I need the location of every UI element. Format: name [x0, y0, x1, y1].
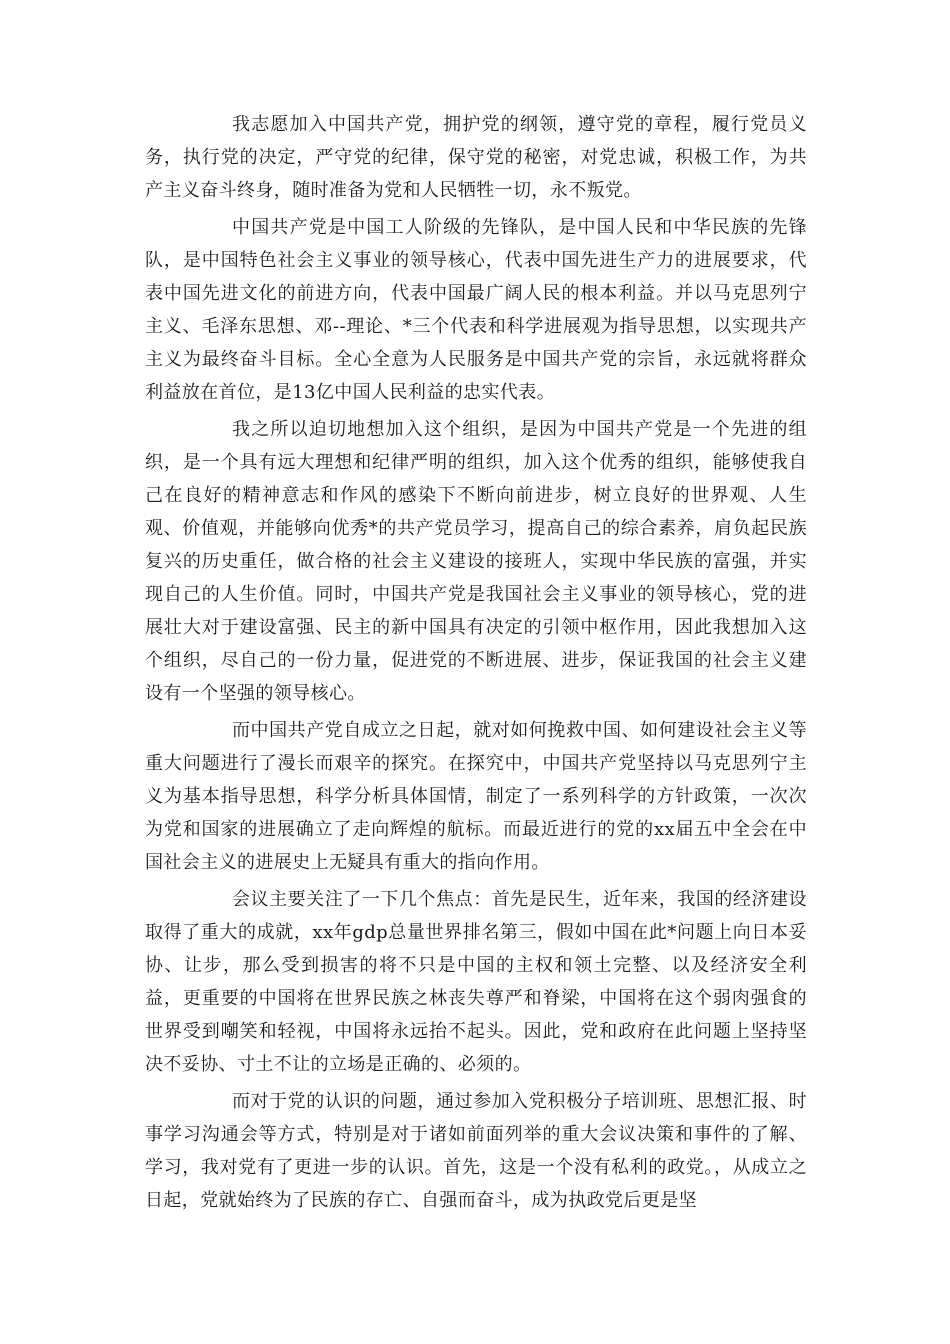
- paragraph-2: 中国共产党是中国工人阶级的先锋队，是中国人民和中华民族的先锋队，是中国特色社会主义事业的领导核心，代表中国先进生产力的进展要求，代表中国先进文化的前进方向，代表中国最广阔人民的根本利益。并以马克思列宁主义、毛泽东思想、邓--理论、*三个代表和科学进展观为指导思想，以实现共产主义为最终奋斗目标。全心全意为人民服务是中国共产党的宗旨，永远就将群众利益放在首位，是13亿中国人民利益的忠实代表。: [145, 217, 807, 403]
- paragraph-5: 会议主要关注了一下几个焦点：首先是民生，近年来，我国的经济建设取得了重大的成就，xx年gdp总量世界排名第三，假如中国在此*问题上向日本妥协、让步，那么受到损害的将不只是中国的主权和领土完整、以及经济安全利益，更重要的中国将在世界民族之林丧失尊严和脊梁，中国将在这个弱肉强食的世界受到嘲笑和轻视，中国将永远抬不起头。因此，党和政府在此问题上坚持坚决不妥协、寸土不让的立场是正确的、必须的。: [145, 889, 807, 1075]
- paragraph-6: 而对于党的认识的问题，通过参加入党积极分子培训班、思想汇报、时事学习沟通会等方式，特别是对于诸如前面列举的重大会议决策和事件的了解、学习，我对党有了更进一步的认识。首先，这是一个没有私利的政党。，从成立之日起，党就始终为了民族的存亡、自强而奋斗，成为执政党后更是坚: [145, 1091, 807, 1211]
- document-body: [145, 108, 807, 1221]
- paragraph-1: 我志愿加入中国共产党，拥护党的纲领，遵守党的章程，履行党员义务，执行党的决定，严守党的纪律，保守党的秘密，对党忠诚，积极工作，为共产主义奋斗终身，随时准备为党和人民牺牲一切，永不叛党。: [145, 114, 807, 201]
- paragraph-3: 我之所以迫切地想加入这个组织，是因为中国共产党是一个先进的组织，是一个具有远大理想和纪律严明的组织，加入这个优秀的组织，能够使我自己在良好的精神意志和作风的感染下不断向前进步，树立良好的世界观、人生观、价值观，并能够向优秀*的共产党员学习，提高自己的综合素养，肩负起民族复兴的历史重任，做合格的社会主义建设的接班人，实现中华民族的富强，并实现自己的人生价值。同时，中国共产党是我国社会主义事业的领导核心，党的进展壮大对于建设富强、民主的新中国具有决定的引领中枢作用，因此我想加入这个组织，尽自己的一份力量，促进党的不断进展、进步，保证我国的社会主义建设有一个坚强的领导核心。: [145, 419, 807, 704]
- paragraph-4: 而中国共产党自成立之日起，就对如何挽救中国、如何建设社会主义等重大问题进行了漫长而艰辛的探究。在探究中，中国共产党坚持以马克思列宁主义为基本指导思想，科学分析具体国情，制定了一系列科学的方针政策，一次次为党和国家的进展确立了走向辉煌的航标。而最近进行的党的xx届五中全会在中国社会主义的进展史上无疑具有重大的指向作用。: [145, 720, 807, 873]
